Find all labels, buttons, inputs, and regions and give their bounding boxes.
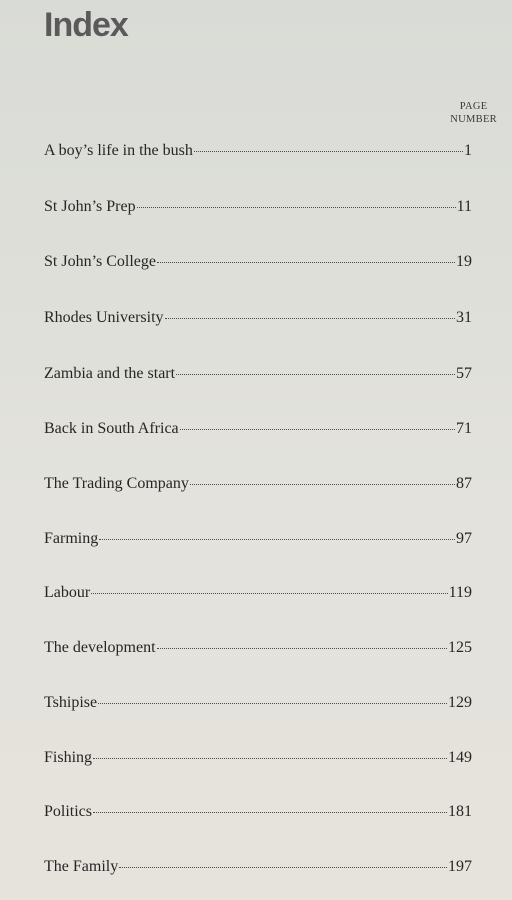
dot-leader — [157, 648, 447, 649]
entry-page-number: 31 — [456, 309, 472, 326]
page-title: Index — [44, 6, 128, 44]
entry-label: The Trading Company — [44, 475, 189, 492]
column-header-line-2: NUMBER — [450, 114, 497, 125]
page-number-column-header — [450, 100, 497, 126]
entry-label: Politics — [44, 803, 93, 820]
entry-label: Back in South Africa — [44, 420, 179, 437]
index-entry — [44, 365, 472, 387]
entry-label: Tshipise — [44, 694, 98, 711]
entry-page-number: 87 — [456, 475, 472, 492]
entry-page-number: 125 — [448, 639, 472, 656]
index-entry — [44, 694, 472, 716]
dot-leader — [93, 758, 447, 759]
dot-leader — [157, 262, 455, 263]
dot-leader — [137, 207, 456, 208]
dot-leader — [91, 593, 447, 594]
entry-label: Zambia and the start — [44, 365, 176, 382]
entry-label: Farming — [44, 530, 99, 547]
entry-page-number: 149 — [448, 749, 472, 766]
entry-page-number: 97 — [456, 530, 472, 547]
entry-label: Rhodes University — [44, 309, 164, 326]
index-entry — [44, 309, 472, 331]
dot-leader — [194, 151, 463, 152]
index-entry — [44, 584, 472, 606]
dot-leader — [98, 703, 447, 704]
dot-leader — [119, 867, 447, 868]
index-entry — [44, 858, 472, 880]
dot-leader — [165, 318, 455, 319]
entry-page-number: 19 — [456, 253, 472, 270]
dot-leader — [180, 429, 455, 430]
entry-label: St John’s Prep — [44, 198, 136, 215]
dot-leader — [190, 484, 455, 485]
entry-page-number: 129 — [448, 694, 472, 711]
entry-page-number: 119 — [448, 584, 472, 601]
entry-label: The Family — [44, 858, 119, 875]
entry-page-number: 11 — [456, 198, 472, 215]
entry-label: A boy’s life in the bush — [44, 142, 193, 159]
entry-label: Fishing — [44, 749, 93, 766]
entry-page-number: 181 — [448, 803, 472, 820]
index-entry — [44, 530, 472, 552]
entry-page-number: 197 — [448, 858, 472, 875]
entry-label: Labour — [44, 584, 91, 601]
index-entry — [44, 639, 472, 661]
index-entry — [44, 253, 472, 275]
dot-leader — [99, 539, 455, 540]
entry-label: St John’s College — [44, 253, 157, 270]
index-entry — [44, 475, 472, 497]
entry-label: The development — [44, 639, 156, 656]
dot-leader — [93, 812, 447, 813]
entry-page-number: 57 — [456, 365, 472, 382]
index-entry — [44, 749, 472, 771]
entry-page-number: 1 — [464, 142, 472, 159]
index-entry — [44, 420, 472, 442]
entry-page-number: 71 — [456, 420, 472, 437]
index-entry — [44, 803, 472, 825]
column-header-line-1: PAGE — [459, 101, 488, 112]
index-entry — [44, 198, 472, 220]
dot-leader — [176, 374, 455, 375]
index-entry — [44, 142, 472, 164]
